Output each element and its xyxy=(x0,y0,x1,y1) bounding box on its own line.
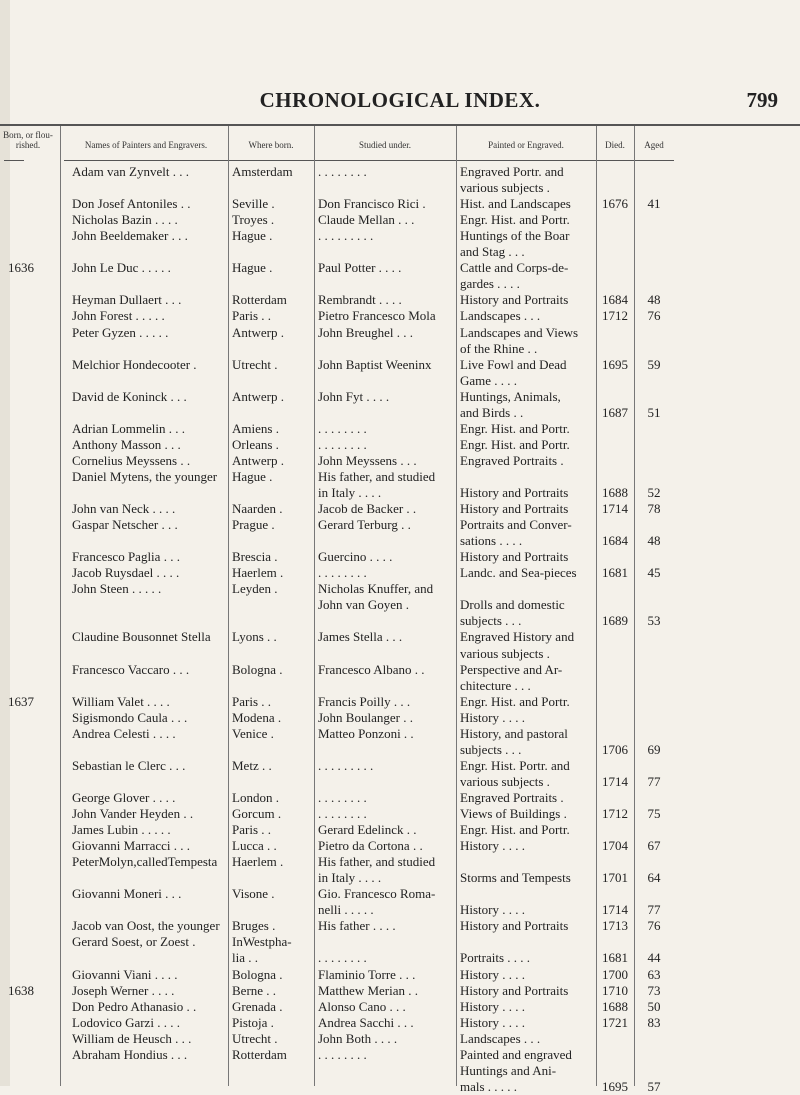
cell-died: 1676 xyxy=(602,196,628,212)
cell-where-born: Paris . . xyxy=(232,693,271,709)
cell-died: 1701 xyxy=(602,870,628,886)
cell-born: 1638 xyxy=(8,982,34,998)
cell-studied-under: Matthew Merian . . xyxy=(318,982,419,998)
cell-where-born: Bologna . xyxy=(232,966,283,982)
column-header-studied-under: Studied under. xyxy=(359,140,411,150)
cell-died: 1721 xyxy=(602,1014,628,1030)
cell-studied-under: Flaminio Torre . . . xyxy=(318,966,416,982)
cell-studied-under: Pietro da Cortona . . xyxy=(318,838,423,854)
cell-name: William de Heusch . . . xyxy=(72,1030,192,1046)
cell-where-born: Antwerp . xyxy=(232,388,284,404)
cell-name: John Beeldemaker . . . xyxy=(72,228,188,244)
cell-name: Jacob van Oost, the younger xyxy=(72,918,220,934)
cell-name: Adrian Lommelin . . . xyxy=(72,420,186,436)
cell-name: Gerard Soest, or Zoest . xyxy=(72,934,196,950)
cell-died: 1712 xyxy=(602,308,628,324)
table-row xyxy=(0,1047,800,1063)
cell-died: 1681 xyxy=(602,565,628,581)
cell-name: George Glover . . . . xyxy=(72,789,176,805)
cell-where-born: Hague . xyxy=(232,260,273,276)
cell-painted: History . . . . xyxy=(460,838,525,854)
cell-painted: Engr. Hist. and Portr. xyxy=(460,436,570,452)
cell-painted: History and Portraits xyxy=(460,501,569,517)
table-row xyxy=(0,806,800,822)
cell-painted: History and Portraits xyxy=(460,918,569,934)
table-row xyxy=(0,726,800,742)
cell-name: Peter Gyzen . . . . . xyxy=(72,324,169,340)
cell-painted: History and Portraits xyxy=(460,485,569,500)
cell-studied-under: Claude Mellan . . . xyxy=(318,212,415,228)
cell-painted: Painted and engraved xyxy=(460,1046,572,1062)
cell-aged: 50 xyxy=(647,998,661,1014)
cell-studied-under: . . . . . . . . xyxy=(318,806,367,821)
cell-painted: Portraits . . . . xyxy=(460,950,531,966)
table-row xyxy=(0,597,800,613)
cell-where-born: Berne . . xyxy=(232,982,277,998)
table-row xyxy=(0,180,800,196)
cell-painted: and Stag . . . xyxy=(460,244,525,260)
cell-name: Francesco Vaccaro . . . xyxy=(72,661,190,677)
cell-studied-under: Alonso Cano . . . xyxy=(318,998,406,1014)
cell-died: 1712 xyxy=(602,806,628,821)
table-row xyxy=(0,485,800,501)
table-row xyxy=(0,212,800,228)
cell-aged: 77 xyxy=(647,902,661,918)
cell-studied-under: Don Francisco Rici . xyxy=(318,196,426,212)
cell-died: 1684 xyxy=(602,292,628,308)
cell-studied-under: Paul Potter . . . . xyxy=(318,260,402,276)
cell-where-born: Gorcum . xyxy=(232,806,282,821)
cell-where-born: Utrecht . xyxy=(232,356,278,372)
cell-painted: Engraved Portraits . xyxy=(460,789,564,805)
cell-painted: History and Portraits xyxy=(460,982,569,998)
table-row xyxy=(0,196,800,212)
cell-name: Don Pedro Athanasio . . xyxy=(72,998,197,1014)
cell-aged: 59 xyxy=(647,356,661,372)
cell-where-born: Seville . xyxy=(232,196,275,212)
table-row xyxy=(0,629,800,645)
cell-studied-under: His father . . . . xyxy=(318,918,396,934)
cell-painted: Engr. Hist. and Portr. xyxy=(460,693,570,709)
cell-where-born: Brescia . xyxy=(232,549,278,565)
cell-studied-under: Rembrandt . . . . xyxy=(318,292,402,308)
page-header xyxy=(0,84,800,114)
cell-studied-under: John Boulanger . . xyxy=(318,709,413,725)
column-header-aged: Aged xyxy=(644,140,664,150)
cell-name: David de Koninck . . . xyxy=(72,388,187,404)
cell-studied-under: John Meyssens . . . xyxy=(318,452,417,468)
cell-painted: mals . . . . . xyxy=(460,1078,518,1094)
cell-painted: History . . . . xyxy=(460,966,525,982)
cell-where-born: Utrecht . xyxy=(232,1030,278,1046)
column-header-died: Died. xyxy=(605,140,625,150)
cell-died: 1710 xyxy=(602,982,628,998)
cell-name: Sigismondo Caula . . . xyxy=(72,709,188,725)
cell-studied-under: John Both . . . . xyxy=(318,1030,398,1046)
table-row xyxy=(0,1063,800,1079)
cell-painted: Engr. Hist. and Portr. xyxy=(460,822,570,838)
cell-painted: sations . . . . xyxy=(460,533,523,549)
cell-where-born: Rotterdam xyxy=(232,1046,287,1062)
cell-studied-under: His father, and studied xyxy=(318,468,436,484)
cell-died: 1688 xyxy=(602,485,628,500)
cell-where-born: Antwerp . xyxy=(232,324,284,340)
page-number: 799 xyxy=(746,88,778,112)
column-headers xyxy=(0,126,800,160)
cell-aged: 48 xyxy=(647,533,661,549)
cell-aged: 75 xyxy=(647,806,661,821)
cell-studied-under: . . . . . . . . . xyxy=(318,228,374,244)
cell-where-born: Grenada . xyxy=(232,998,283,1014)
cell-aged: 76 xyxy=(647,918,661,934)
table-row xyxy=(0,260,800,276)
cell-where-born: Bologna . xyxy=(232,661,283,677)
cell-where-born: Lucca . . xyxy=(232,838,277,854)
table-row xyxy=(0,790,800,806)
cell-painted: History . . . . xyxy=(460,902,525,918)
table-row xyxy=(0,838,800,854)
table-row xyxy=(0,565,800,581)
cell-name: Giovanni Moneri . . . xyxy=(72,886,182,902)
cell-name: Daniel Mytens, the younger xyxy=(72,468,218,484)
cell-studied-under: Andrea Sacchi . . . xyxy=(318,1014,414,1030)
cell-aged: 51 xyxy=(647,404,661,420)
cell-name: Abraham Hondius . . . xyxy=(72,1046,188,1062)
cell-where-born: Naarden . xyxy=(232,501,283,517)
cell-aged: 44 xyxy=(647,950,661,966)
cell-died: 1695 xyxy=(602,356,628,372)
cell-where-born: Bruges . xyxy=(232,918,276,934)
table-row xyxy=(0,453,800,469)
cell-studied-under: Gerard Edelinck . . xyxy=(318,822,417,838)
cell-where-born: Amiens . xyxy=(232,420,279,436)
cell-died: 1695 xyxy=(602,1078,628,1094)
cell-where-born: Visone . xyxy=(232,886,275,902)
table-row xyxy=(0,678,800,694)
cell-painted: various subjects . xyxy=(460,773,550,789)
table-row xyxy=(0,308,800,324)
cell-painted: History . . . . xyxy=(460,998,525,1014)
cell-name: Anthony Masson . . . xyxy=(72,436,181,452)
cell-painted: Engr. Hist. and Portr. xyxy=(460,420,570,436)
cell-aged: 76 xyxy=(647,308,661,324)
table-row xyxy=(0,389,800,405)
cell-painted: Engraved History and xyxy=(460,629,575,645)
cell-studied-under: nelli . . . . . xyxy=(318,902,374,918)
born-underline xyxy=(4,160,24,161)
cell-studied-under: . . . . . . . . xyxy=(318,950,367,966)
cell-studied-under: Guercino . . . . xyxy=(318,549,393,565)
table-row xyxy=(0,886,800,902)
cell-name: Gaspar Netscher . . . xyxy=(72,517,178,533)
cell-name: John van Neck . . . . xyxy=(72,501,176,517)
cell-painted: chitecture . . . xyxy=(460,677,531,693)
cell-studied-under: . . . . . . . . xyxy=(318,789,367,805)
cell-name: Claudine Bousonnet Stella xyxy=(72,629,211,645)
column-header-names: Names of Painters and Engravers. xyxy=(84,140,208,150)
cell-studied-under: Gerard Terburg . . xyxy=(318,517,411,533)
cell-name: John Vander Heyden . . xyxy=(72,806,194,821)
table-row xyxy=(0,662,800,678)
cell-where-born: Antwerp . xyxy=(232,452,284,468)
cell-painted: various subjects . xyxy=(460,645,550,661)
cell-died: 1688 xyxy=(602,998,628,1014)
cell-painted: various subjects . xyxy=(460,180,550,196)
cell-studied-under: John van Goyen . xyxy=(318,597,409,613)
cell-painted: Perspective and Ar- xyxy=(460,661,563,677)
cell-studied-under: John Baptist Weeninx xyxy=(318,356,432,372)
cell-painted: Engr. Hist. Portr. and xyxy=(460,757,570,773)
table-row xyxy=(0,549,800,565)
cell-died: 1700 xyxy=(602,966,628,982)
cell-studied-under: in Italy . . . . xyxy=(318,485,382,500)
cell-painted: of the Rhine . . xyxy=(460,340,538,356)
cell-name: Don Josef Antoniles . . xyxy=(72,196,191,212)
table-row xyxy=(0,774,800,790)
cell-painted: Live Fowl and Dead xyxy=(460,356,567,372)
cell-studied-under: Matteo Ponzoni . . xyxy=(318,725,414,741)
cell-died: 1714 xyxy=(602,773,628,789)
cell-name: Francesco Paglia . . . xyxy=(72,549,180,565)
cell-where-born: London . xyxy=(232,789,279,805)
cell-name: Cornelius Meyssens . . xyxy=(72,452,191,468)
cell-died: 1714 xyxy=(602,902,628,918)
cell-where-born: Prague . xyxy=(232,517,275,533)
cell-name: Andrea Celesti . . . . xyxy=(72,725,176,741)
cell-painted: Landscapes . . . xyxy=(460,1030,541,1046)
table-row xyxy=(0,421,800,437)
cell-aged: 64 xyxy=(647,870,661,886)
cell-name: Giovanni Viani . . . . xyxy=(72,966,178,982)
cell-painted: Huntings of the Boar xyxy=(460,228,570,244)
cell-died: 1714 xyxy=(602,501,628,517)
table-row xyxy=(0,983,800,999)
cell-died: 1706 xyxy=(602,741,628,757)
cell-where-born: Orleans . xyxy=(232,436,279,452)
cell-where-born: Hague . xyxy=(232,228,273,244)
cell-painted: History . . . . xyxy=(460,1014,525,1030)
cell-where-born: Amsterdam xyxy=(232,164,293,179)
cell-aged: 41 xyxy=(647,196,661,212)
cell-studied-under: . . . . . . . . xyxy=(318,1046,367,1062)
cell-name: Sebastian le Clerc . . . xyxy=(72,757,186,773)
table-row xyxy=(0,164,800,180)
cell-studied-under: . . . . . . . . . xyxy=(318,757,374,773)
cell-painted: History, and pastoral xyxy=(460,725,568,741)
table-row xyxy=(0,918,800,934)
cell-aged: 67 xyxy=(647,838,661,854)
cell-aged: 73 xyxy=(647,982,661,998)
cell-where-born: Troyes . xyxy=(232,212,275,228)
table-row xyxy=(0,325,800,341)
cell-aged: 48 xyxy=(647,292,661,308)
cell-aged: 53 xyxy=(647,613,661,629)
column-header-where-born: Where born. xyxy=(248,140,294,150)
table-row xyxy=(0,646,800,662)
cell-aged: 45 xyxy=(647,565,661,581)
cell-died: 1684 xyxy=(602,533,628,549)
cell-name: Adam van Zynvelt . . . xyxy=(72,164,189,179)
cell-where-born: Pistoja . xyxy=(232,1014,274,1030)
cell-where-born: Metz . . xyxy=(232,757,272,773)
table-row xyxy=(0,581,800,597)
table-row xyxy=(0,822,800,838)
cell-name: Melchior Hondecooter . xyxy=(72,356,197,372)
cell-where-born: Hague . xyxy=(232,468,273,484)
cell-where-born: Paris . . xyxy=(232,308,271,324)
cell-where-born: lia . . xyxy=(232,950,258,966)
cell-studied-under: . . . . . . . . xyxy=(318,436,367,452)
cell-painted: Huntings, Animals, xyxy=(460,388,561,404)
cell-where-born: Paris . . xyxy=(232,822,271,838)
table-row xyxy=(0,292,800,308)
cell-studied-under: . . . . . . . . xyxy=(318,565,367,581)
cell-painted: Huntings and Ani- xyxy=(460,1062,557,1078)
cell-name: Joseph Werner . . . . xyxy=(72,982,175,998)
cell-painted: Landc. and Sea-pieces xyxy=(460,565,577,581)
cell-painted: Engraved Portr. and xyxy=(460,164,564,179)
table-row xyxy=(0,950,800,966)
table-row xyxy=(0,710,800,726)
cell-aged: 63 xyxy=(647,966,661,982)
cell-where-born: Haerlem . xyxy=(232,854,284,870)
cell-studied-under: James Stella . . . xyxy=(318,629,403,645)
table-row xyxy=(0,1015,800,1031)
cell-where-born: Lyons . . xyxy=(232,629,277,645)
table-row xyxy=(0,357,800,373)
table-row xyxy=(0,373,800,389)
cell-name: Heyman Dullaert . . . xyxy=(72,292,182,308)
cell-painted: subjects . . . xyxy=(460,741,522,757)
table-row xyxy=(0,902,800,918)
cell-studied-under: Pietro Francesco Mola xyxy=(318,308,436,324)
cell-died: 1681 xyxy=(602,950,628,966)
table-row xyxy=(0,613,800,629)
cell-died: 1689 xyxy=(602,613,628,629)
chronological-index-table xyxy=(0,126,800,1094)
cell-painted: Landscapes and Views xyxy=(460,324,579,340)
cell-name: Jacob Ruysdael . . . . xyxy=(72,565,180,581)
cell-name: John Forest . . . . . xyxy=(72,308,165,324)
page-title: CHRONOLOGICAL INDEX. xyxy=(259,88,541,112)
cell-where-born: Venice . xyxy=(232,725,274,741)
cell-painted: Storms and Tempests xyxy=(460,870,571,886)
cell-born: 1636 xyxy=(8,260,34,276)
table-row xyxy=(0,1031,800,1047)
column-header-born: Born, or flou- rished. xyxy=(3,130,53,150)
table-row xyxy=(0,517,800,533)
header-underline xyxy=(64,160,674,161)
cell-name: James Lubin . . . . . xyxy=(72,822,171,838)
cell-aged: 57 xyxy=(647,1078,661,1094)
cell-name: PeterMolyn,calledTempesta xyxy=(72,854,218,870)
table-row xyxy=(0,967,800,983)
cell-painted: Landscapes . . . xyxy=(460,308,541,324)
table-row xyxy=(0,694,800,710)
cell-aged: 83 xyxy=(647,1014,661,1030)
cell-studied-under: . . . . . . . . xyxy=(318,164,367,179)
cell-painted: Hist. and Landscapes xyxy=(460,196,571,212)
cell-died: 1713 xyxy=(602,918,628,934)
cell-name: Nicholas Bazin . . . . xyxy=(72,212,178,228)
cell-aged: 69 xyxy=(647,741,661,757)
cell-aged: 52 xyxy=(647,485,661,500)
cell-studied-under: . . . . . . . . xyxy=(318,420,367,436)
cell-painted: History and Portraits xyxy=(460,292,569,308)
cell-name: John Steen . . . . . xyxy=(72,581,162,597)
table-row xyxy=(0,405,800,421)
cell-where-born: Haerlem . xyxy=(232,565,284,581)
cell-painted: History . . . . xyxy=(460,709,525,725)
cell-painted: subjects . . . xyxy=(460,613,522,629)
table-row xyxy=(0,854,800,870)
table-row xyxy=(0,228,800,244)
table-row xyxy=(0,533,800,549)
cell-where-born: InWestpha- xyxy=(232,934,292,950)
table-row xyxy=(0,742,800,758)
cell-painted: Drolls and domestic xyxy=(460,597,565,613)
cell-name: John Le Duc . . . . . xyxy=(72,260,171,276)
cell-where-born: Leyden . xyxy=(232,581,278,597)
table-row xyxy=(0,437,800,453)
cell-studied-under: Francis Poilly . . . xyxy=(318,693,411,709)
cell-painted: Views of Buildings . xyxy=(460,806,567,821)
cell-painted: Engraved Portraits . xyxy=(460,452,564,468)
cell-painted: Portraits and Conver- xyxy=(460,517,572,533)
cell-studied-under: Francesco Albano . . xyxy=(318,661,425,677)
cell-where-born: Modena . xyxy=(232,709,282,725)
table-row xyxy=(0,244,800,260)
cell-studied-under: Gio. Francesco Roma- xyxy=(318,886,436,902)
cell-studied-under: His father, and studied xyxy=(318,854,436,870)
cell-where-born: Rotterdam xyxy=(232,292,287,308)
cell-painted: Game . . . . xyxy=(460,372,518,388)
table-row xyxy=(0,934,800,950)
table-row xyxy=(0,758,800,774)
cell-studied-under: in Italy . . . . xyxy=(318,870,382,886)
cell-studied-under: Jacob de Backer . . xyxy=(318,501,417,517)
cell-born: 1637 xyxy=(8,693,34,709)
cell-painted: Cattle and Corps-de- xyxy=(460,260,569,276)
cell-painted: History and Portraits xyxy=(460,549,569,565)
table-row xyxy=(0,341,800,357)
cell-studied-under: John Fyt . . . . xyxy=(318,388,390,404)
cell-painted: and Birds . . xyxy=(460,404,524,420)
cell-painted: Engr. Hist. and Portr. xyxy=(460,212,570,228)
cell-aged: 77 xyxy=(647,773,661,789)
table-row xyxy=(0,870,800,886)
cell-name: Lodovico Garzi . . . . xyxy=(72,1014,180,1030)
cell-studied-under: John Breughel . . . xyxy=(318,324,413,340)
table-row xyxy=(0,469,800,485)
table-row xyxy=(0,276,800,292)
column-header-painted-or-engraved: Painted or Engraved. xyxy=(488,140,564,150)
table-row xyxy=(0,501,800,517)
cell-aged: 78 xyxy=(647,501,661,517)
table-row xyxy=(0,1079,800,1095)
cell-name: Giovanni Marracci . . . xyxy=(72,838,191,854)
cell-died: 1687 xyxy=(602,404,628,420)
cell-name: William Valet . . . . xyxy=(72,693,170,709)
table-row xyxy=(0,999,800,1015)
cell-studied-under: Nicholas Knuffer, and xyxy=(318,581,434,597)
cell-painted: gardes . . . . xyxy=(460,276,520,292)
cell-died: 1704 xyxy=(602,838,628,854)
